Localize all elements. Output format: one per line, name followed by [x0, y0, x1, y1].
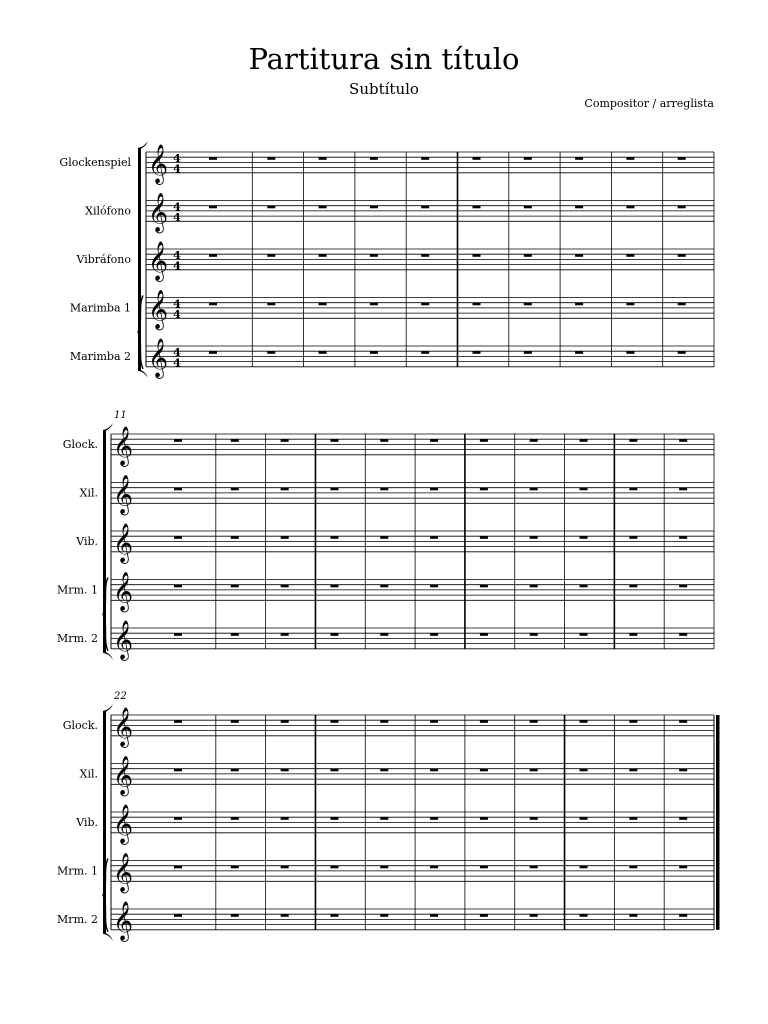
whole-measure-rest [430, 439, 438, 442]
whole-measure-rest [530, 866, 538, 869]
whole-measure-rest [330, 439, 338, 442]
whole-measure-rest [281, 769, 289, 772]
whole-measure-rest [281, 585, 289, 588]
whole-measure-rest [380, 585, 388, 588]
whole-measure-rest [174, 866, 182, 869]
whole-measure-rest [231, 439, 239, 442]
instrument-label: Vib. [76, 816, 98, 829]
whole-measure-rest [575, 206, 583, 209]
whole-measure-rest [174, 488, 182, 491]
whole-measure-rest [319, 206, 327, 209]
time-signature-denominator: 4 [173, 211, 181, 224]
instrument-label: Glock. [62, 719, 98, 732]
score-title: Partitura sin título [248, 42, 520, 76]
whole-measure-rest [580, 769, 588, 772]
whole-measure-rest [370, 351, 378, 354]
whole-measure-rest [231, 536, 239, 539]
instrument-label: Vib. [76, 535, 98, 548]
whole-measure-rest [480, 866, 488, 869]
whole-measure-rest [330, 585, 338, 588]
whole-measure-rest [530, 488, 538, 491]
whole-measure-rest [380, 536, 388, 539]
whole-measure-rest [281, 439, 289, 442]
final-barline [716, 715, 720, 930]
whole-measure-rest [575, 303, 583, 306]
whole-measure-rest [319, 303, 327, 306]
whole-measure-rest [575, 157, 583, 160]
whole-measure-rest [530, 817, 538, 820]
whole-measure-rest [626, 157, 634, 160]
instrument-label: Xilófono [85, 204, 131, 218]
whole-measure-rest [330, 536, 338, 539]
treble-clef-icon: 𝄞 [148, 143, 169, 184]
whole-measure-rest [629, 585, 637, 588]
whole-measure-rest [530, 914, 538, 917]
system-bracket-top-hook [138, 141, 148, 150]
whole-measure-rest [380, 866, 388, 869]
whole-measure-rest [370, 254, 378, 257]
whole-measure-rest [575, 351, 583, 354]
treble-clef-icon: 𝄞 [113, 803, 134, 844]
whole-measure-rest [580, 585, 588, 588]
whole-measure-rest [530, 769, 538, 772]
whole-measure-rest [380, 633, 388, 636]
whole-measure-rest [281, 633, 289, 636]
time-signature-numerator: 4 [173, 200, 181, 214]
whole-measure-rest [231, 914, 239, 917]
whole-measure-rest [231, 769, 239, 772]
system-bracket-top-hook [103, 704, 113, 713]
whole-measure-rest [473, 157, 481, 160]
system-bracket-bottom-hook [103, 651, 113, 660]
whole-measure-rest [174, 536, 182, 539]
whole-measure-rest [629, 914, 637, 917]
whole-measure-rest [209, 157, 217, 160]
whole-measure-rest [174, 633, 182, 636]
whole-measure-rest [679, 720, 687, 723]
whole-measure-rest [679, 769, 687, 772]
whole-measure-rest [231, 817, 239, 820]
whole-measure-rest [231, 866, 239, 869]
whole-measure-rest [473, 351, 481, 354]
whole-measure-rest [678, 157, 686, 160]
whole-measure-rest [678, 351, 686, 354]
time-signature-denominator: 4 [173, 356, 181, 370]
instrument-label: Glock. [62, 438, 98, 451]
whole-measure-rest [330, 720, 338, 723]
whole-measure-rest [580, 817, 588, 820]
whole-measure-rest [174, 769, 182, 772]
whole-measure-rest [629, 720, 637, 723]
instrument-label: Marimba 1 [69, 301, 131, 315]
treble-clef-icon: 𝄞 [148, 289, 169, 330]
whole-measure-rest [267, 157, 275, 160]
whole-measure-rest [626, 351, 634, 354]
whole-measure-rest [679, 536, 687, 539]
whole-measure-rest [380, 769, 388, 772]
whole-measure-rest [580, 866, 588, 869]
whole-measure-rest [330, 866, 338, 869]
treble-clef-icon: 𝄞 [148, 337, 169, 378]
whole-measure-rest [231, 488, 239, 491]
whole-measure-rest [530, 536, 538, 539]
system-bracket-bottom-hook [103, 932, 113, 941]
whole-measure-rest [679, 585, 687, 588]
whole-measure-rest [626, 303, 634, 306]
whole-measure-rest [480, 769, 488, 772]
time-signature-denominator: 4 [173, 259, 181, 273]
whole-measure-rest [629, 633, 637, 636]
whole-measure-rest [530, 585, 538, 588]
instrument-label: Xil. [79, 486, 98, 500]
whole-measure-rest [524, 157, 532, 160]
time-signature-numerator: 4 [173, 152, 181, 165]
time-signature-numerator: 4 [173, 249, 181, 262]
whole-measure-rest [480, 488, 488, 491]
whole-measure-rest [430, 633, 438, 636]
whole-measure-rest [174, 439, 182, 442]
whole-measure-rest [480, 585, 488, 588]
whole-measure-rest [430, 720, 438, 723]
whole-measure-rest [430, 488, 438, 491]
whole-measure-rest [629, 536, 637, 539]
whole-measure-rest [174, 817, 182, 820]
treble-clef-icon: 𝄞 [113, 755, 134, 796]
score-subtitle: Subtítulo [349, 80, 419, 98]
whole-measure-rest [209, 254, 217, 257]
whole-measure-rest [629, 769, 637, 772]
whole-measure-rest [319, 351, 327, 354]
whole-measure-rest [524, 254, 532, 257]
whole-measure-rest [380, 817, 388, 820]
instrument-label: Mrm. 1 [57, 583, 98, 597]
instrument-label: Xil. [79, 767, 98, 781]
whole-measure-rest [473, 303, 481, 306]
whole-measure-rest [679, 488, 687, 491]
whole-measure-rest [580, 488, 588, 491]
instrument-label: Vibráfono [76, 253, 131, 266]
whole-measure-rest [530, 439, 538, 442]
instrument-label: Marimba 2 [69, 350, 131, 363]
score-system [57, 410, 714, 661]
whole-measure-rest [480, 720, 488, 723]
whole-measure-rest [626, 254, 634, 257]
whole-measure-rest [473, 206, 481, 209]
whole-measure-rest [281, 488, 289, 491]
treble-clef-icon: 𝄞 [148, 192, 169, 233]
treble-clef-icon: 𝄞 [113, 852, 134, 893]
whole-measure-rest [524, 303, 532, 306]
whole-measure-rest [231, 720, 239, 723]
whole-measure-rest [421, 206, 429, 209]
whole-measure-rest [679, 439, 687, 442]
whole-measure-rest [330, 769, 338, 772]
treble-clef-icon: 𝄞 [113, 571, 134, 612]
whole-measure-rest [629, 439, 637, 442]
instrument-label: Mrm. 2 [57, 913, 98, 926]
whole-measure-rest [421, 351, 429, 354]
whole-measure-rest [380, 488, 388, 491]
whole-measure-rest [678, 254, 686, 257]
score-system [59, 141, 714, 379]
whole-measure-rest [580, 536, 588, 539]
whole-measure-rest [231, 585, 239, 588]
measure-number: 11 [114, 410, 127, 421]
whole-measure-rest [524, 206, 532, 209]
whole-measure-rest [209, 351, 217, 354]
whole-measure-rest [267, 303, 275, 306]
instrument-label: Mrm. 1 [57, 864, 98, 878]
whole-measure-rest [267, 254, 275, 257]
whole-measure-rest [281, 817, 289, 820]
whole-measure-rest [480, 817, 488, 820]
whole-measure-rest [380, 439, 388, 442]
whole-measure-rest [480, 439, 488, 442]
whole-measure-rest [209, 303, 217, 306]
score-system [57, 691, 719, 942]
whole-measure-rest [281, 536, 289, 539]
time-signature-numerator: 4 [173, 346, 181, 359]
whole-measure-rest [174, 914, 182, 917]
instrument-label: Glockenspiel [59, 156, 131, 169]
whole-measure-rest [330, 817, 338, 820]
whole-measure-rest [430, 769, 438, 772]
whole-measure-rest [679, 633, 687, 636]
whole-measure-rest [524, 351, 532, 354]
whole-measure-rest [421, 303, 429, 306]
whole-measure-rest [580, 720, 588, 723]
whole-measure-rest [473, 254, 481, 257]
whole-measure-rest [370, 206, 378, 209]
whole-measure-rest [380, 914, 388, 917]
whole-measure-rest [370, 303, 378, 306]
time-signature-denominator: 4 [173, 162, 181, 176]
whole-measure-rest [480, 914, 488, 917]
whole-measure-rest [580, 633, 588, 636]
whole-measure-rest [629, 866, 637, 869]
whole-measure-rest [530, 720, 538, 723]
system-bracket-top-hook [103, 423, 113, 432]
measure-number: 22 [114, 691, 127, 702]
treble-clef-icon: 𝄞 [113, 522, 134, 563]
whole-measure-rest [430, 817, 438, 820]
whole-measure-rest [678, 206, 686, 209]
whole-measure-rest [575, 254, 583, 257]
whole-measure-rest [430, 536, 438, 539]
whole-measure-rest [678, 303, 686, 306]
whole-measure-rest [330, 633, 338, 636]
whole-measure-rest [281, 914, 289, 917]
whole-measure-rest [267, 206, 275, 209]
whole-measure-rest [330, 914, 338, 917]
whole-measure-rest [319, 157, 327, 160]
whole-measure-rest [421, 254, 429, 257]
whole-measure-rest [370, 157, 378, 160]
time-signature-denominator: 4 [173, 308, 181, 321]
whole-measure-rest [209, 206, 217, 209]
whole-measure-rest [319, 254, 327, 257]
treble-clef-icon: 𝄞 [113, 619, 134, 660]
whole-measure-rest [629, 817, 637, 820]
time-signature-numerator: 4 [173, 297, 181, 311]
whole-measure-rest [480, 536, 488, 539]
whole-measure-rest [174, 585, 182, 588]
treble-clef-icon: 𝄞 [148, 240, 169, 281]
whole-measure-rest [679, 914, 687, 917]
whole-measure-rest [380, 720, 388, 723]
whole-measure-rest [679, 817, 687, 820]
whole-measure-rest [679, 866, 687, 869]
whole-measure-rest [231, 633, 239, 636]
treble-clef-icon: 𝄞 [113, 900, 134, 941]
whole-measure-rest [267, 351, 275, 354]
treble-clef-icon: 𝄞 [113, 474, 134, 515]
treble-clef-icon: 𝄞 [113, 706, 134, 747]
whole-measure-rest [174, 720, 182, 723]
instrument-label: Mrm. 2 [57, 632, 98, 645]
whole-measure-rest [421, 157, 429, 160]
system-bracket-bottom-hook [138, 369, 148, 378]
whole-measure-rest [430, 585, 438, 588]
whole-measure-rest [580, 914, 588, 917]
whole-measure-rest [281, 866, 289, 869]
whole-measure-rest [330, 488, 338, 491]
whole-measure-rest [480, 633, 488, 636]
whole-measure-rest [629, 488, 637, 491]
composer-credit: Compositor / arreglista [584, 97, 714, 110]
whole-measure-rest [430, 866, 438, 869]
whole-measure-rest [281, 720, 289, 723]
treble-clef-icon: 𝄞 [113, 425, 134, 466]
whole-measure-rest [580, 439, 588, 442]
whole-measure-rest [626, 206, 634, 209]
whole-measure-rest [530, 633, 538, 636]
whole-measure-rest [430, 914, 438, 917]
